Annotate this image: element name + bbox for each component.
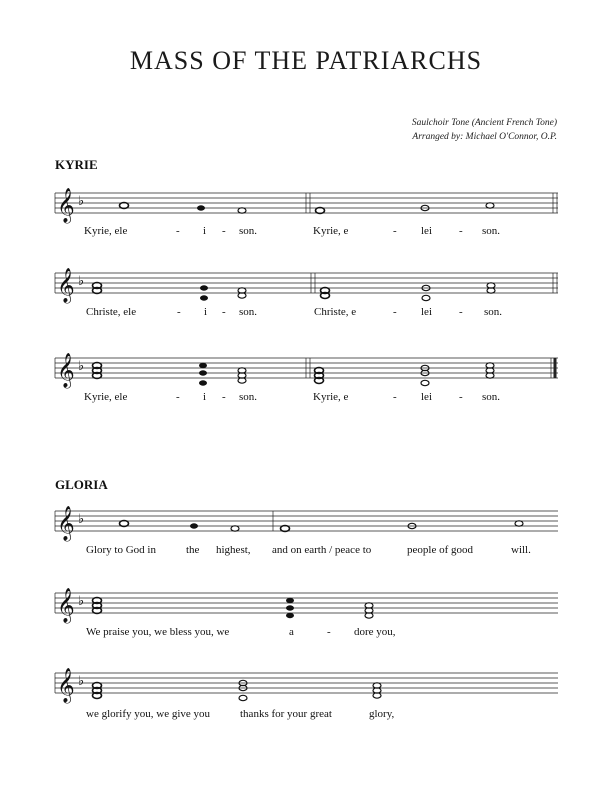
flat-key-signature-icon: ♭ xyxy=(78,594,85,609)
lyric-syllable: - xyxy=(222,306,226,318)
staff-system-1 xyxy=(55,188,558,237)
lyric-syllable: Christe, ele xyxy=(86,306,137,318)
lyric-syllable: Kyrie, e xyxy=(313,391,349,403)
lyric-syllable: son. xyxy=(484,306,503,318)
quarter-note xyxy=(199,363,207,368)
lyric-syllable: We praise you, we bless you, we xyxy=(86,626,230,638)
tone-credit: Saulchoir Tone (Ancient French Tone) xyxy=(411,118,557,128)
lyric-syllable: son. xyxy=(482,225,501,237)
lyric-syllable: - xyxy=(393,225,397,237)
lyric-syllable: glory, xyxy=(369,708,395,720)
quarter-note xyxy=(286,598,294,603)
flat-key-signature-icon: ♭ xyxy=(78,512,85,527)
lyric-syllable: thanks for your great xyxy=(240,708,332,720)
quarter-note xyxy=(199,380,207,385)
lyric-syllable: - xyxy=(222,391,226,403)
lyric-syllable: and on earth / peace to xyxy=(272,544,372,556)
half-note xyxy=(421,380,429,385)
treble-clef-icon: 𝄞 xyxy=(57,506,75,541)
lyric-syllable: dore you, xyxy=(354,626,396,638)
half-note xyxy=(238,208,246,213)
staff-system-4 xyxy=(55,506,558,556)
section-heading-kyrie: KYRIE xyxy=(55,157,98,172)
lyric-syllable: - xyxy=(393,306,397,318)
flat-key-signature-icon: ♭ xyxy=(78,674,85,689)
quarter-note xyxy=(199,370,207,375)
lyric-syllable: we glorify you, we give you xyxy=(86,708,211,720)
lyric-syllable: Kyrie, e xyxy=(313,225,349,237)
half-note xyxy=(231,526,239,531)
treble-clef-icon: 𝄞 xyxy=(57,588,75,623)
whole-note xyxy=(316,208,325,214)
half-note xyxy=(515,521,523,526)
treble-clef-icon: 𝄞 xyxy=(57,188,75,223)
lyric-syllable: son. xyxy=(239,306,258,318)
lyric-syllable: - xyxy=(327,626,331,638)
quarter-note xyxy=(286,605,294,610)
staff-system-2 xyxy=(55,268,558,318)
lyric-syllable: son. xyxy=(482,391,501,403)
lyric-syllable: lei xyxy=(421,391,432,403)
flat-key-signature-icon: ♭ xyxy=(78,359,85,374)
lyric-syllable: - xyxy=(459,391,463,403)
whole-note xyxy=(281,526,290,532)
half-note xyxy=(486,203,494,208)
lyric-syllable: a xyxy=(289,626,294,638)
lyric-syllable: - xyxy=(222,225,226,237)
lyric-syllable: lei xyxy=(421,225,432,237)
lyric-syllable: - xyxy=(459,225,463,237)
whole-note xyxy=(120,203,129,209)
staff-system-3 xyxy=(55,353,558,403)
quarter-note xyxy=(286,613,294,618)
half-note xyxy=(422,295,430,300)
treble-clef-icon: 𝄞 xyxy=(57,668,75,703)
lyric-syllable: i xyxy=(203,391,207,403)
lyric-syllable: will. xyxy=(511,544,531,556)
lyric-syllable: Kyrie, ele xyxy=(84,225,128,237)
flat-key-signature-icon: ♭ xyxy=(78,274,85,289)
lyric-syllable: son. xyxy=(239,225,258,237)
lyric-syllable: - xyxy=(176,225,180,237)
lyric-syllable: - xyxy=(177,306,181,318)
quarter-note xyxy=(200,285,208,290)
lyric-syllable: highest, xyxy=(216,544,251,556)
whole-note xyxy=(120,521,129,527)
arranger-credit: Arranged by: Michael O'Connor, O.P. xyxy=(412,132,557,142)
flat-key-signature-icon: ♭ xyxy=(78,194,85,209)
lyric-syllable: people of good xyxy=(407,544,473,556)
lyric-syllable: Glory to God in xyxy=(86,544,156,556)
lyric-syllable: son. xyxy=(239,391,258,403)
section-heading-gloria: GLORIA xyxy=(55,477,108,492)
lyric-syllable: i xyxy=(203,225,207,237)
lyric-syllable: Christe, e xyxy=(314,306,357,318)
lyric-syllable: - xyxy=(393,391,397,403)
treble-clef-icon: 𝄞 xyxy=(57,268,75,303)
staff-system-5 xyxy=(55,588,558,638)
lyric-syllable: Kyrie, ele xyxy=(84,391,128,403)
lyric-syllable: the xyxy=(186,544,200,556)
lyric-syllable: i xyxy=(204,306,208,318)
treble-clef-icon: 𝄞 xyxy=(57,353,75,388)
half-note xyxy=(239,695,247,700)
page-title: MASS OF THE PATRIARCHS xyxy=(129,46,483,75)
lyric-syllable: - xyxy=(459,306,463,318)
quarter-note xyxy=(197,205,205,210)
quarter-note xyxy=(190,523,198,528)
lyric-syllable: lei xyxy=(421,306,432,318)
lyric-syllable: - xyxy=(176,391,180,403)
quarter-note xyxy=(200,295,208,300)
staff-system-6 xyxy=(55,668,558,720)
